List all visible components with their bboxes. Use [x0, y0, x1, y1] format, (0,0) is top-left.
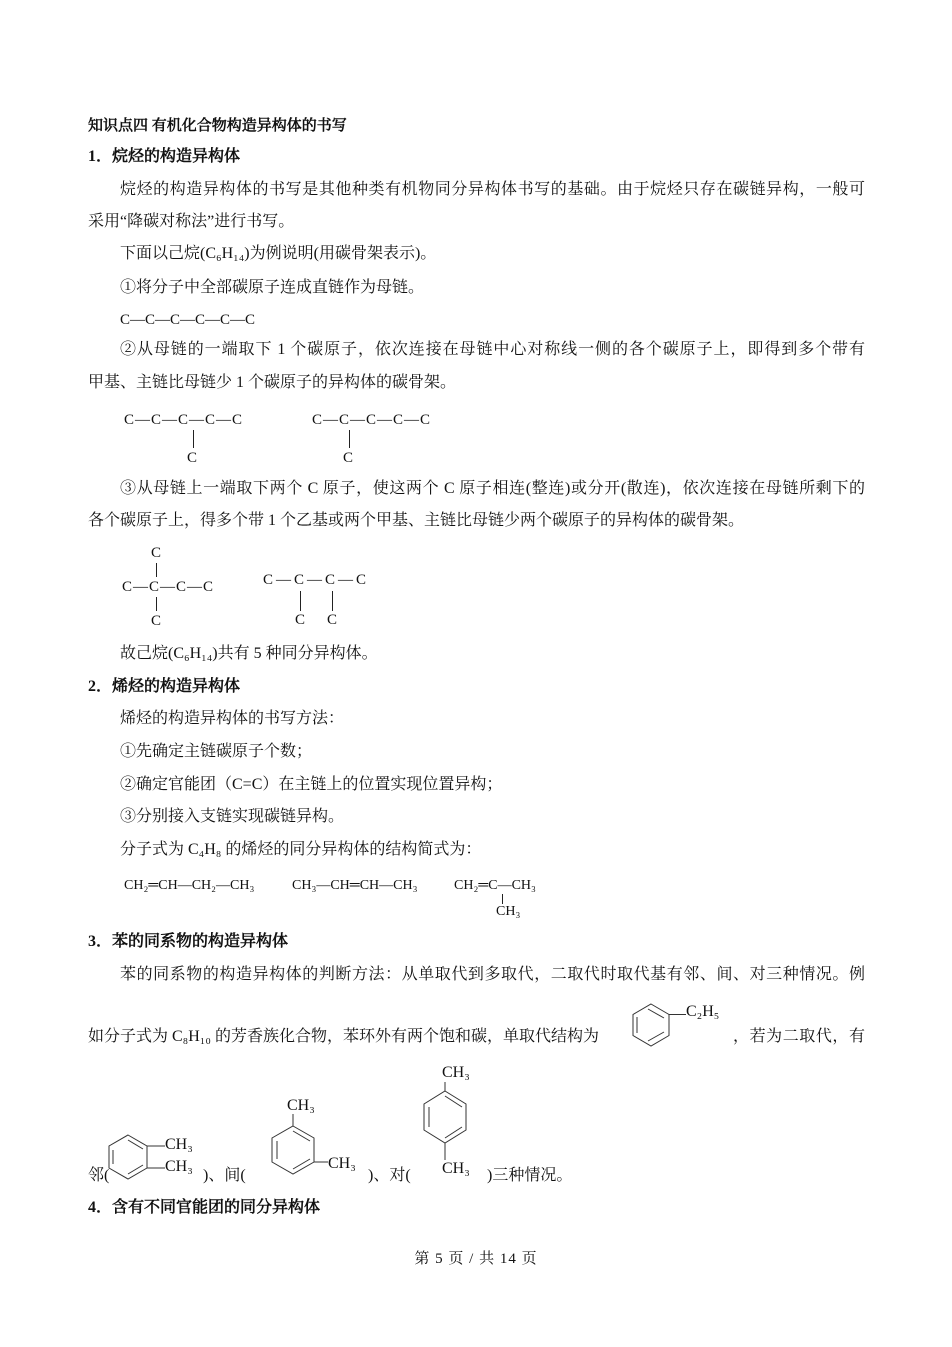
step-3: ③从母链上一端取下两个 C 原子，使这两个 C 原子相连(整连)或分开(散连)，依次连接在母链所剩下的 [120, 480, 865, 497]
paragraph-line: 采用“降碳对称法”进行书写。 [88, 213, 295, 230]
formula-1-butene: CH₂═CH—CH₂—CH₃ [124, 878, 255, 893]
ethyl-substituent: C₂H₅ [686, 1003, 720, 1020]
isomer-branch: C [187, 450, 198, 466]
paragraph-line: 甲基、主链比母链少 1 个碳原子的异构体的碳骨架。 [88, 374, 457, 391]
heading-functional-isomers: 4．含有不同官能团的同分异构体 [88, 1199, 321, 1216]
isomer-dimethylbutane-23: C—C—C—C [263, 572, 370, 588]
step-2: ②确定官能团（C=C）在主链上的位置实现位置异构； [120, 776, 503, 793]
benzene-ring-icon [272, 1114, 328, 1174]
paragraph-line: 烷烃的构造异构体的书写是其他种类有机物同分异构体书写的基础。由于烷烃只存在碳链异构，一般可 [120, 181, 865, 198]
section-title: 知识点四 有机化合物构造异构体的书写 [88, 118, 347, 134]
paragraph-line: 烯烃的构造异构体的书写方法： [120, 710, 345, 727]
methyl-label: CH₃ [328, 1155, 356, 1172]
paragraph-line: 各个碳原子上，得多个带 1 个乙基或两个甲基、主链比母链少两个碳原子的异构体的碳骨架。 [88, 512, 745, 529]
step-1: ①将分子中全部碳原子连成直链作为母链。 [120, 279, 425, 296]
paragraph-line: )三种情况。 [487, 1167, 573, 1184]
methyl-label: CH₃ [287, 1097, 315, 1114]
meta-label: )、间( [203, 1167, 246, 1184]
ortho-label: 邻( [88, 1167, 110, 1184]
isomer-branch: C [327, 612, 338, 628]
paragraph-line: ，若为二取代，有 [733, 1028, 865, 1045]
formula-branch: CH₃ [496, 904, 521, 919]
isomer-2-methylpentane: C—C—C—C—C [124, 412, 244, 428]
formula-2-butene: CH₃—CH═CH—CH₃ [292, 878, 418, 893]
methyl-label: CH₃ [165, 1158, 193, 1175]
heading-alkane: 1．烷烃的构造异构体 [88, 148, 241, 165]
formula-isobutene: CH₂═C—CH₃ [454, 878, 536, 893]
paragraph-line: 如分子式为 C₈H₁₀ 的芳香族化合物，苯环外有两个饱和碳，单取代结构为 [88, 1028, 599, 1045]
isomer-branch: C [151, 545, 162, 561]
isomer-3-methylpentane: C—C—C—C—C [312, 412, 432, 428]
isomer-branch: C [151, 613, 162, 629]
paragraph-line: 分子式为 C₄H₈ 的烯烃的同分异构体的结构简式为： [120, 841, 482, 858]
paragraph-line: 下面以己烷(C₆H₁₄)为例说明(用碳骨架表示)。 [120, 245, 437, 262]
isomer-branch: C [343, 450, 354, 466]
straight-chain: C—C—C—C—C—C [120, 312, 256, 328]
isomer-branch: C [295, 612, 306, 628]
benzene-ring-icon [109, 1135, 165, 1179]
methyl-label: CH₃ [442, 1160, 470, 1177]
benzene-ring-icon [633, 1004, 686, 1046]
page-footer: 第 5 页 / 共 14 页 [414, 1251, 538, 1267]
heading-alkene: 2．烯烃的构造异构体 [88, 678, 241, 695]
methyl-label: CH₃ [442, 1064, 470, 1081]
paragraph-line: 故己烷(C₆H₁₄)共有 5 种同分异构体。 [120, 645, 378, 662]
methyl-label: CH₃ [165, 1136, 193, 1153]
step-3: ③分别接入支链实现碳链异构。 [120, 808, 345, 825]
step-2: ②从母链的一端取下 1 个碳原子，依次连接在母链中心对称线一侧的各个碳原子上，即得到多个带有 [120, 341, 865, 358]
isomer-dimethylbutane-22: C—C—C—C [122, 579, 215, 595]
paragraph-line: 苯的同系物的构造异构体的判断方法：从单取代到多取代，二取代时取代基有邻、间、对三种情况。例 [120, 966, 865, 983]
para-label: )、对( [368, 1167, 411, 1184]
heading-benzene-homologs: 3．苯的同系物的构造异构体 [88, 933, 289, 950]
step-1: ①先确定主链碳原子个数； [120, 743, 313, 760]
benzene-ring-icon [424, 1082, 466, 1160]
